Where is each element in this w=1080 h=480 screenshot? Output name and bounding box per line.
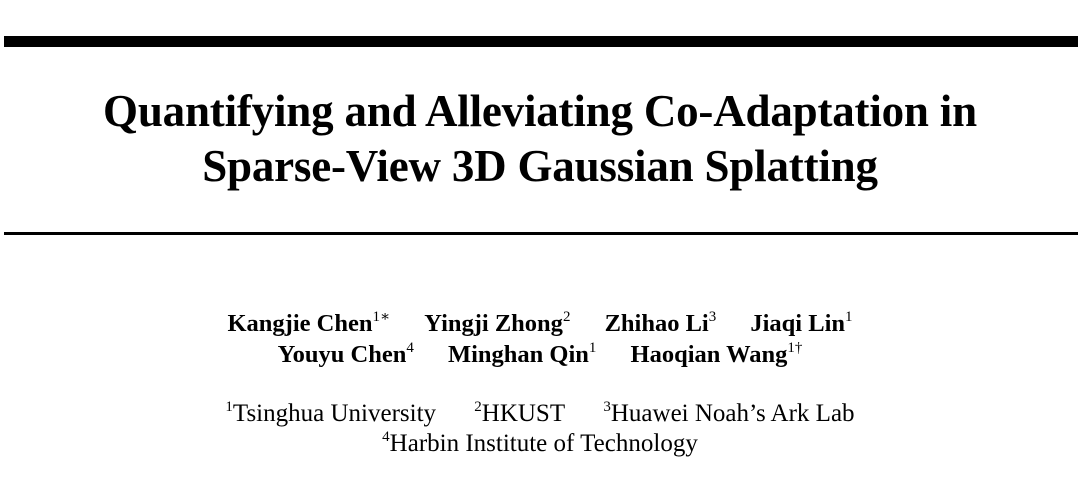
- author-name: Jiaqi Lin: [750, 310, 846, 337]
- author-name: Kangjie Chen: [227, 310, 373, 337]
- title-line-1: Quantifying and Alleviating Co-Adaptation in: [103, 86, 977, 136]
- author: [605, 308, 717, 339]
- affiliation-line-2: [0, 429, 1080, 459]
- title-line-2: Sparse-View 3D Gaussian Splatting: [202, 141, 878, 191]
- author-line-2: [0, 339, 1080, 370]
- author-line-1: [0, 308, 1080, 339]
- affiliation-mark: 1: [225, 399, 233, 415]
- affiliation-list: [0, 399, 1080, 459]
- affiliation-line-1: [0, 399, 1080, 429]
- author-name: Yingji Zhong: [424, 310, 563, 337]
- affiliation: [225, 399, 436, 429]
- affiliation-name: Huawei Noah’s Ark Lab: [610, 400, 855, 427]
- author-name: Minghan Qin: [447, 341, 589, 368]
- affiliation: [474, 399, 565, 429]
- author-affiliation-mark: 1: [845, 309, 853, 325]
- author-affiliation-mark: 3: [708, 309, 717, 325]
- top-rule: [4, 36, 1078, 47]
- author: [278, 339, 414, 370]
- author-affiliation-mark: 1∗: [372, 309, 391, 325]
- affiliation-name: HKUST: [481, 400, 566, 427]
- author: [631, 339, 803, 370]
- author-affiliation-mark: 1: [588, 340, 597, 356]
- affiliation-mark: 3: [603, 399, 611, 415]
- affiliation-name: Tsinghua University: [232, 400, 437, 427]
- affiliation: [382, 429, 698, 459]
- author-affiliation-mark: 2: [562, 309, 571, 325]
- paper-title: [0, 84, 1080, 194]
- author: [448, 339, 596, 370]
- affiliation-mark: 4: [382, 429, 390, 445]
- author: [227, 308, 390, 339]
- author-affiliation-mark: 1†: [787, 340, 803, 356]
- bottom-rule: [4, 232, 1078, 235]
- author-name: Youyu Chen: [277, 341, 407, 368]
- author-list: [0, 308, 1080, 370]
- author: [750, 308, 852, 339]
- author-name: Zhihao Li: [604, 310, 709, 337]
- affiliation: [603, 399, 854, 429]
- affiliation-mark: 2: [474, 399, 482, 415]
- affiliation-name: Harbin Institute of Technology: [389, 430, 698, 457]
- author-affiliation-mark: 4: [406, 340, 414, 356]
- author: [424, 308, 570, 339]
- author-name: Haoqian Wang: [630, 341, 788, 368]
